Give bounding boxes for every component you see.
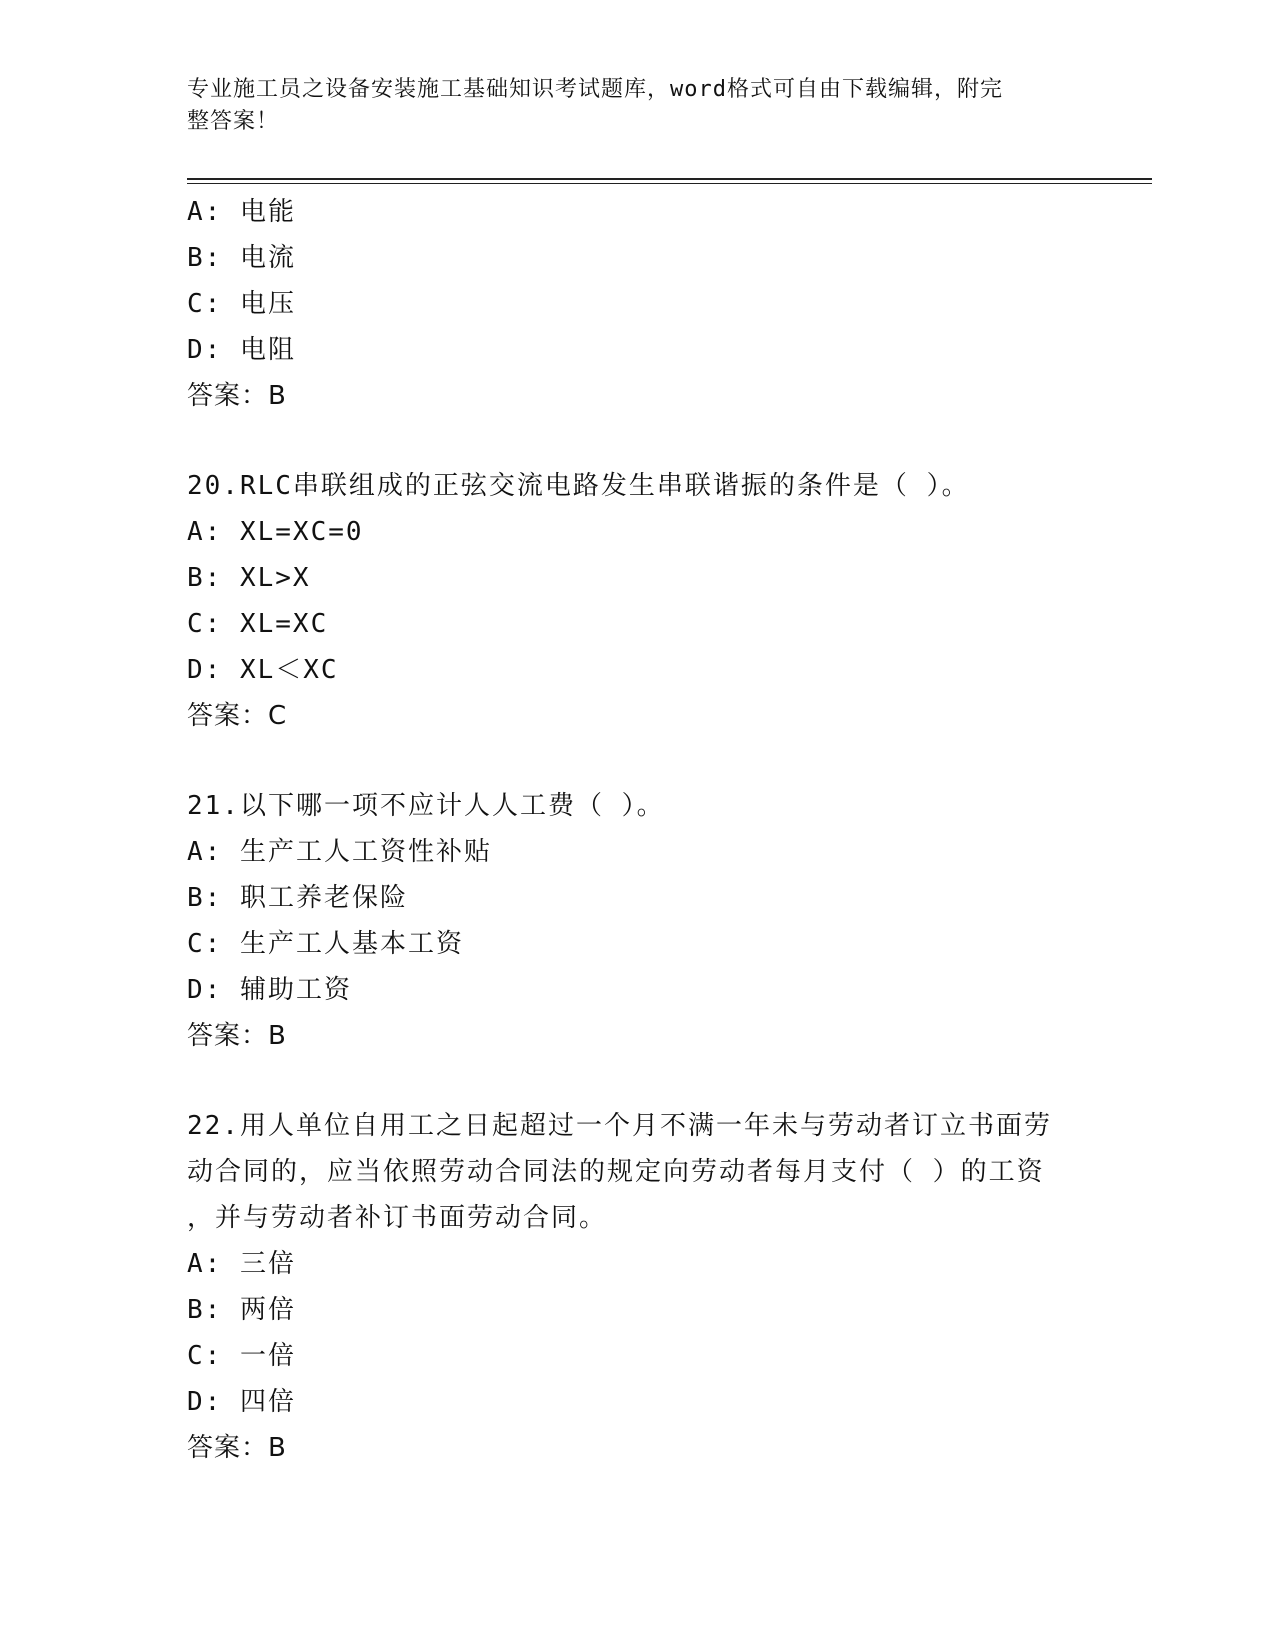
question-20 <box>187 463 1087 739</box>
answer: 答案：B <box>187 381 287 411</box>
answer: 答案：B <box>187 1021 287 1051</box>
question-stem: 21.以下哪一项不应计人人工费（ ）。 <box>187 791 665 821</box>
question-19 <box>187 189 1087 419</box>
option-b: B: XL>X <box>187 563 311 593</box>
question-stem-line: ，并与劳动者补订书面劳动合同。 <box>187 1203 608 1233</box>
option-d: D: XL＜XC <box>187 655 339 685</box>
question-21 <box>187 783 1087 1059</box>
option-b: B: 两倍 <box>187 1295 296 1325</box>
option-c: C: 电压 <box>187 289 296 319</box>
option-d: D: 四倍 <box>187 1387 296 1417</box>
question-list <box>187 189 1087 1471</box>
option-a: A: XL=XC=0 <box>187 517 364 547</box>
option-c: C: 一倍 <box>187 1341 296 1371</box>
question-stem <box>187 1103 1067 1241</box>
question-stem-line: 22.用人单位自用工之日起超过一个月不满一年未与劳动者订立书面劳 <box>187 1111 1052 1141</box>
answer: 答案：C <box>187 701 288 731</box>
answer: 答案：B <box>187 1433 287 1463</box>
question-22 <box>187 1103 1087 1471</box>
option-a: A: 三倍 <box>187 1249 296 1279</box>
option-d: D: 辅助工资 <box>187 975 352 1005</box>
option-b: B: 职工养老保险 <box>187 883 408 913</box>
question-stem: 20.RLC串联组成的正弦交流电路发生串联谐振的条件是（ ）。 <box>187 471 970 501</box>
question-stem-line: 动合同的，应当依照劳动合同法的规定向劳动者每月支付（ ）的工资 <box>187 1157 1045 1187</box>
option-c: C: XL=XC <box>187 609 329 639</box>
option-a: A: 电能 <box>187 197 296 227</box>
header-divider-thick <box>187 178 1152 180</box>
option-d: D: 电阻 <box>187 335 296 365</box>
header-divider-thin <box>187 183 1152 184</box>
document-header <box>187 74 1067 138</box>
option-c: C: 生产工人基本工资 <box>187 929 464 959</box>
option-b: B: 电流 <box>187 243 296 273</box>
header-line-1: 专业施工员之设备安装施工基础知识考试题库，word格式可自由下载编辑，附完 <box>187 77 1003 102</box>
header-line-2: 整答案！ <box>187 109 280 134</box>
option-a: A: 生产工人工资性补贴 <box>187 837 492 867</box>
